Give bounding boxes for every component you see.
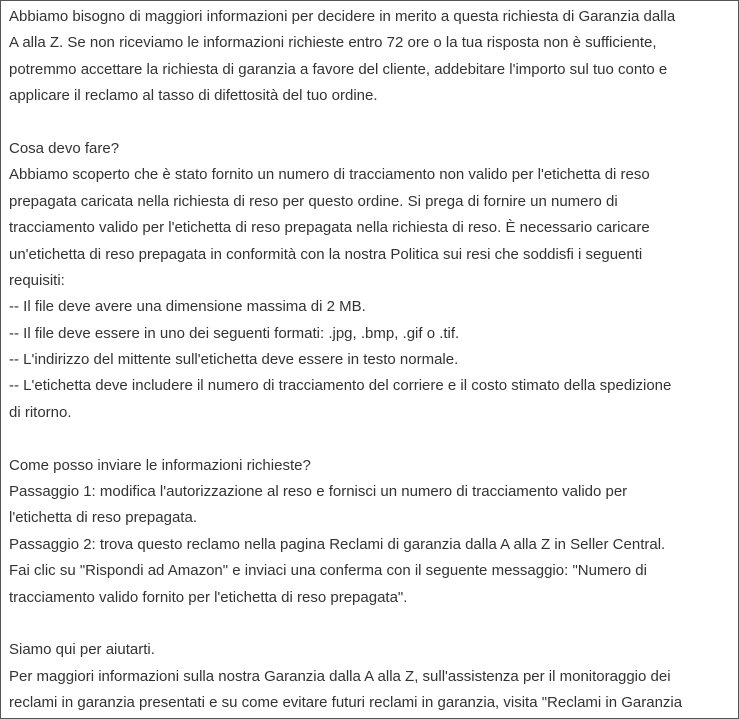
step-line: Fai clic su "Rispondi ad Amazon" e inviaci una conferma con il seguente messaggio: "Numero di bbox=[9, 562, 647, 580]
message-body bbox=[9, 4, 739, 717]
text-line: di ritorno. bbox=[9, 403, 72, 421]
requirement-item: -- Il file deve essere in uno dei seguenti formati: .jpg, .bmp, .gif o .tif. bbox=[9, 324, 460, 342]
how-to-send-section bbox=[9, 453, 739, 611]
text-line: Per maggiori informazioni sulla nostra Garanzia dalla A alla Z, sull'assistenza per il monitoraggio dei bbox=[9, 667, 671, 685]
step-line: Passaggio 2: trova questo reclamo nella pagina Reclami di garanzia dalla A alla Z in Seller Central. bbox=[9, 535, 666, 553]
section-heading: Siamo qui per aiutarti. bbox=[9, 641, 155, 659]
intro-paragraph bbox=[9, 4, 739, 110]
text-line: Abbiamo scoperto che è stato fornito un numero di tracciamento non valido per l'etichetta di reso bbox=[9, 166, 650, 184]
paragraph-gap bbox=[9, 426, 739, 452]
what-to-do-section bbox=[9, 136, 739, 426]
text-line: requisiti: bbox=[9, 271, 65, 289]
step-line: Passaggio 1: modifica l'autorizzazione al reso e fornisci un numero di tracciamento valido per bbox=[9, 483, 628, 501]
text-line: Abbiamo bisogno di maggiori informazioni per decidere in merito a questa richiesta di Garanzia dalla bbox=[9, 8, 676, 25]
text-line: tracciamento valido per l'etichetta di reso prepagata nella richiesta di reso. È necessario caricare bbox=[9, 219, 650, 237]
step-line: l'etichetta di reso prepagata. bbox=[9, 509, 197, 527]
text-line: potremmo accettare la richiesta di garanzia a favore del cliente, addebitare l'importo sul tuo conto e bbox=[9, 60, 668, 78]
text-line: un'etichetta di reso prepagata in conformità con la nostra Politica sui resi che soddisfi i seguenti bbox=[9, 245, 643, 263]
text-line: reclami in garanzia presentati e su come evitare futuri reclami in garanzia, visita "Reclami in Garanzia bbox=[9, 694, 683, 712]
section-heading: Come posso inviare le informazioni richieste? bbox=[9, 456, 311, 474]
requirement-item: -- L'etichetta deve includere il numero di tracciamento del corriere e il costo stimato della spedizione bbox=[9, 377, 672, 395]
help-section bbox=[9, 637, 739, 716]
paragraph-gap bbox=[9, 110, 739, 136]
step-line: tracciamento valido fornito per l'etichetta di reso prepagata". bbox=[9, 588, 408, 606]
text-line: A alla Z. Se non riceviamo le informazioni richieste entro 72 ore o la tua risposta non è sufficiente, bbox=[9, 34, 657, 52]
section-heading: Cosa devo fare? bbox=[9, 139, 120, 157]
text-line: prepagata caricata nella richiesta di reso per questo ordine. Si prega di fornire un numero di bbox=[9, 192, 618, 210]
requirement-item: -- L'indirizzo del mittente sull'etichetta deve essere in testo normale. bbox=[9, 351, 459, 369]
requirement-item: -- Il file deve avere una dimensione massima di 2 MB. bbox=[9, 298, 366, 316]
paragraph-gap bbox=[9, 611, 739, 637]
text-line: applicare il reclamo al tasso di difettosità del tuo ordine. bbox=[9, 87, 378, 105]
